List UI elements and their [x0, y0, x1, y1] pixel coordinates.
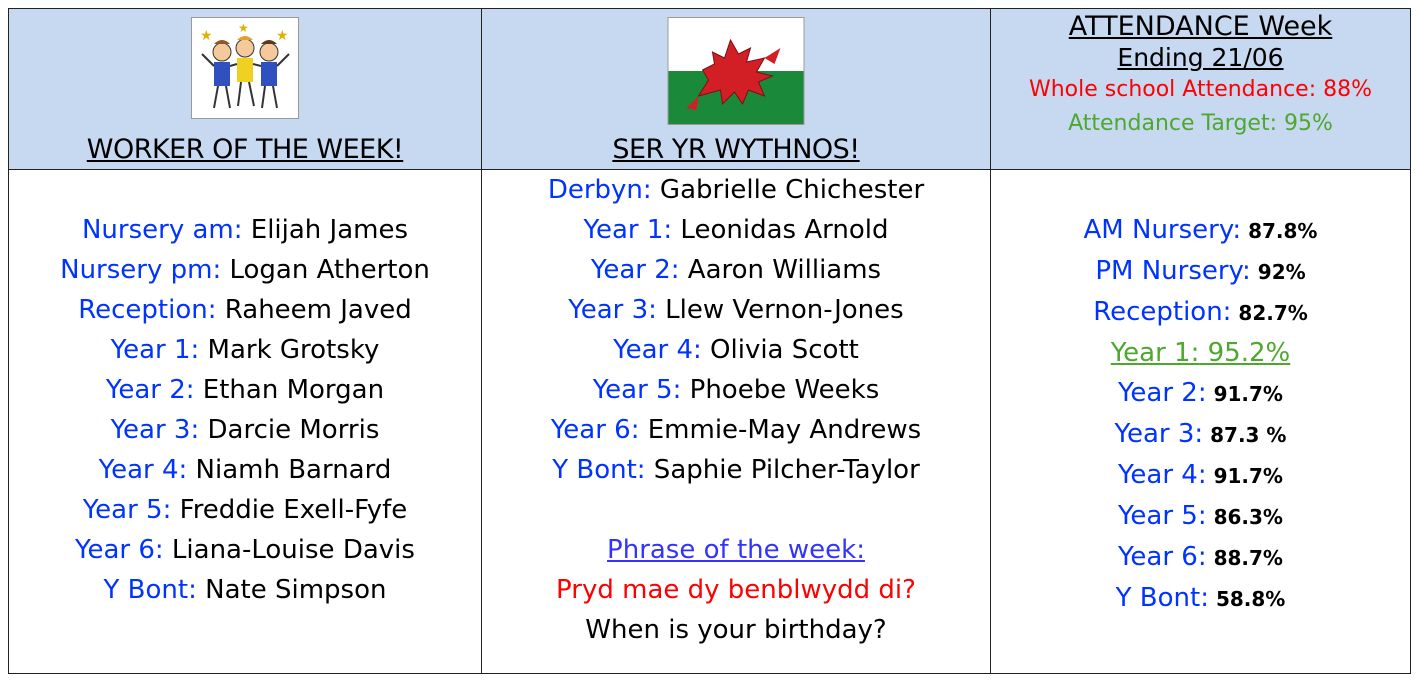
- whole-school-attendance: Whole school Attendance: 88%: [1028, 77, 1373, 102]
- attendance-title: ATTENDANCE Week: [1068, 11, 1333, 42]
- list-item: Year 4: Niamh Barnard: [98, 455, 392, 485]
- phrase-english: When is your birthday?: [585, 615, 887, 645]
- phrase-welsh: Pryd mae dy benblwydd di?: [556, 575, 916, 605]
- list-item: Year 1: Mark Grotsky: [110, 335, 380, 365]
- seren-header-cell: [482, 9, 991, 170]
- list-item: Year 4: 91.7%: [1118, 460, 1283, 490]
- list-item: Y Bont: 58.8%: [1115, 583, 1286, 613]
- list-item: Y Bont: Saphie Pilcher-Taylor: [552, 455, 920, 485]
- list-item: AM Nursery: 87.8%: [1083, 215, 1318, 245]
- list-item: Year 2: Ethan Morgan: [105, 375, 385, 405]
- list-item: Year 2: 91.7%: [1118, 378, 1283, 408]
- list-item: Year 2: Aaron Williams: [590, 255, 882, 285]
- svg-text:★: ★: [238, 21, 249, 35]
- list-item: Year 3: Llew Vernon-Jones: [568, 295, 904, 325]
- list-item: Year 6: Liana-Louise Davis: [75, 535, 415, 565]
- list-item: Reception: 82.7%: [1093, 297, 1308, 327]
- svg-text:★: ★: [200, 28, 213, 44]
- attendance-list-cell: [991, 170, 1411, 674]
- worker-list: [9, 170, 481, 610]
- list-item: Year 1: Leonidas Arnold: [583, 215, 889, 245]
- list-item: Year 5: 86.3%: [1118, 501, 1283, 531]
- attendance-target: Attendance Target: 95%: [1068, 111, 1333, 136]
- list-item: Year 6: 88.7%: [1118, 542, 1283, 572]
- children-clipart-image: [191, 17, 299, 119]
- seren-list-cell: [482, 170, 991, 674]
- list-item: Year 6: Emmie-May Andrews: [550, 415, 922, 445]
- welsh-flag-image: [668, 17, 805, 125]
- svg-text:★: ★: [276, 28, 289, 44]
- list-item: Derbyn: Gabrielle Chichester: [547, 175, 925, 205]
- list-item: Year 3: 87.3 %: [1114, 419, 1287, 449]
- seren-list: [482, 170, 990, 650]
- attendance-list: [991, 170, 1410, 619]
- attendance-week-ending: Ending 21/06: [1117, 43, 1284, 72]
- phrase-heading: Phrase of the week:: [607, 535, 865, 565]
- worker-title: WORKER OF THE WEEK!: [86, 134, 404, 165]
- newsletter-board: [8, 8, 1411, 674]
- list-item: Year 5: Phoebe Weeks: [592, 375, 880, 405]
- list-item: Nursery am: Elijah James: [81, 215, 409, 245]
- attendance-header-cell: [991, 9, 1411, 170]
- list-item: Y Bont: Nate Simpson: [103, 575, 387, 605]
- list-item: Year 4: Olivia Scott: [613, 335, 859, 365]
- worker-list-cell: [9, 170, 482, 674]
- list-item: Nursery pm: Logan Atherton: [60, 255, 430, 285]
- list-item: Year 5: Freddie Exell-Fyfe: [82, 495, 408, 525]
- list-item: PM Nursery: 92%: [1095, 256, 1306, 286]
- list-item-highlighted: Year 1: 95.2%: [1110, 338, 1291, 368]
- seren-title: SER YR WYTHNOS!: [612, 134, 860, 165]
- worker-header-cell: [9, 9, 482, 170]
- list-item: Year 3: Darcie Morris: [110, 415, 380, 445]
- list-item: Reception: Raheem Javed: [78, 295, 412, 325]
